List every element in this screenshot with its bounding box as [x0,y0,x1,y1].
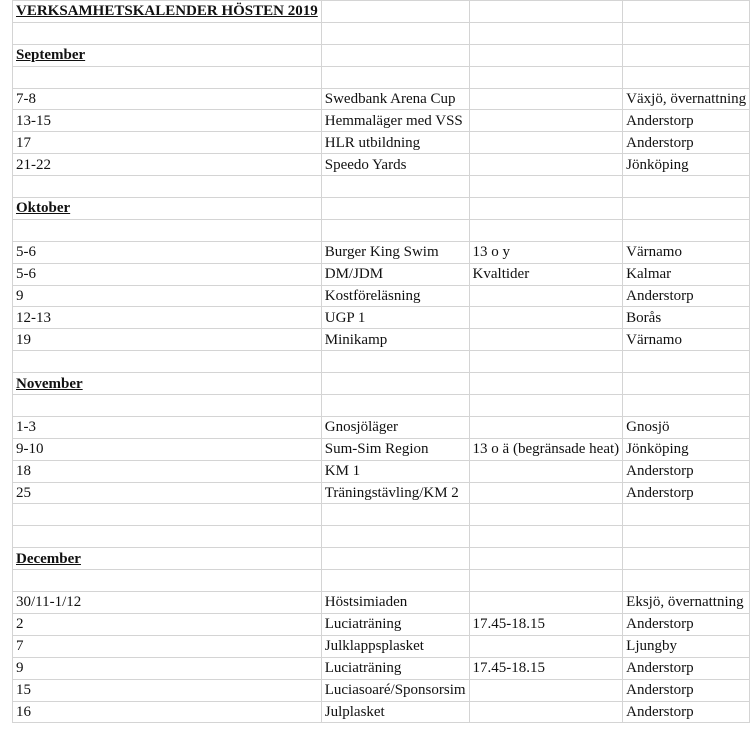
event-cell [321,66,469,88]
event-cell: Luciasoaré/Sponsorsim [321,679,469,701]
event-cell: Minikamp [321,329,469,351]
date-cell [13,351,322,373]
event-row [13,657,750,679]
event-row [13,438,750,460]
event-row [13,307,750,329]
location-cell: Anderstorp [623,285,750,307]
location-cell [623,1,750,23]
note-cell: Kvaltider [469,263,623,285]
note-cell [469,285,623,307]
note-cell [469,110,623,132]
note-cell [469,1,623,23]
event-cell [321,526,469,548]
date-cell: 21-22 [13,154,322,176]
location-cell [623,219,750,241]
event-cell: Luciaträning [321,657,469,679]
date-cell: 12-13 [13,307,322,329]
event-cell: Julklappsplasket [321,635,469,657]
note-cell: 13 o y [469,241,623,263]
location-cell: Värnamo [623,241,750,263]
event-row [13,154,750,176]
note-cell [469,482,623,504]
event-cell: Kostföreläsning [321,285,469,307]
event-row [13,460,750,482]
blank-row [13,351,750,373]
date-cell: 13-15 [13,110,322,132]
location-cell [623,198,750,220]
note-cell [469,22,623,44]
heading-row [13,44,750,66]
date-cell: 7 [13,635,322,657]
event-cell: Julplasket [321,701,469,723]
location-cell [623,176,750,198]
event-cell [321,1,469,23]
event-cell: Höstsimiaden [321,592,469,614]
event-cell [321,198,469,220]
heading-row [13,198,750,220]
location-cell: Anderstorp [623,132,750,154]
blank-row [13,395,750,417]
event-cell: DM/JDM [321,263,469,285]
event-cell: UGP 1 [321,307,469,329]
event-cell [321,548,469,570]
section-heading: December [13,548,322,570]
note-cell [469,44,623,66]
section-heading: September [13,44,322,66]
location-cell [623,526,750,548]
note-cell [469,395,623,417]
blank-row [13,219,750,241]
event-row [13,110,750,132]
calendar-body [13,1,750,723]
date-cell: 5-6 [13,263,322,285]
date-cell [13,570,322,592]
date-cell: 15 [13,679,322,701]
note-cell [469,307,623,329]
note-cell [469,132,623,154]
blank-row [13,526,750,548]
note-cell [469,526,623,548]
location-cell [623,570,750,592]
date-cell: 5-6 [13,241,322,263]
section-heading: November [13,373,322,395]
event-row [13,132,750,154]
blank-row [13,504,750,526]
event-cell [321,176,469,198]
location-cell: Växjö, övernattning [623,88,750,110]
date-cell: 18 [13,460,322,482]
location-cell: Kalmar [623,263,750,285]
location-cell: Ljungby [623,635,750,657]
event-row [13,701,750,723]
event-cell [321,373,469,395]
note-cell: 17.45-18.15 [469,657,623,679]
event-row [13,635,750,657]
event-cell: Gnosjöläger [321,416,469,438]
note-cell [469,219,623,241]
event-cell [321,219,469,241]
note-cell [469,154,623,176]
blank-row [13,22,750,44]
date-cell [13,66,322,88]
event-cell [321,351,469,373]
location-cell [623,504,750,526]
blank-row [13,176,750,198]
event-row [13,613,750,635]
event-row [13,88,750,110]
event-row [13,329,750,351]
location-cell [623,44,750,66]
date-cell: 2 [13,613,322,635]
event-row [13,482,750,504]
date-cell: 9 [13,657,322,679]
note-cell [469,176,623,198]
event-row [13,679,750,701]
event-cell [321,504,469,526]
blank-row [13,66,750,88]
note-cell [469,504,623,526]
event-cell: Hemmaläger med VSS [321,110,469,132]
date-cell [13,504,322,526]
event-cell [321,44,469,66]
note-cell: 17.45-18.15 [469,613,623,635]
section-heading: VERKSAMHETSKALENDER HÖSTEN 2019 [13,1,322,23]
event-cell [321,395,469,417]
note-cell: 13 o ä (begränsade heat) [469,438,623,460]
location-cell [623,395,750,417]
event-row [13,263,750,285]
location-cell: Anderstorp [623,613,750,635]
location-cell: Anderstorp [623,110,750,132]
date-cell [13,176,322,198]
date-cell: 19 [13,329,322,351]
date-cell [13,22,322,44]
note-cell [469,460,623,482]
location-cell [623,373,750,395]
date-cell: 25 [13,482,322,504]
event-cell: Speedo Yards [321,154,469,176]
location-cell: Anderstorp [623,657,750,679]
date-cell [13,219,322,241]
heading-row [13,373,750,395]
note-cell [469,635,623,657]
location-cell: Borås [623,307,750,329]
location-cell: Jönköping [623,438,750,460]
date-cell: 30/11-1/12 [13,592,322,614]
location-cell: Värnamo [623,329,750,351]
date-cell: 1-3 [13,416,322,438]
note-cell [469,351,623,373]
event-cell [321,570,469,592]
heading-row [13,1,750,23]
blank-row [13,570,750,592]
date-cell [13,526,322,548]
location-cell: Anderstorp [623,679,750,701]
heading-row [13,548,750,570]
event-row [13,285,750,307]
note-cell [469,416,623,438]
note-cell [469,329,623,351]
location-cell [623,351,750,373]
event-cell: HLR utbildning [321,132,469,154]
note-cell [469,548,623,570]
location-cell: Jönköping [623,154,750,176]
location-cell [623,548,750,570]
note-cell [469,198,623,220]
event-cell: Sum-Sim Region [321,438,469,460]
location-cell: Anderstorp [623,701,750,723]
event-cell: Luciaträning [321,613,469,635]
date-cell: 17 [13,132,322,154]
note-cell [469,701,623,723]
date-cell: 9 [13,285,322,307]
note-cell [469,679,623,701]
event-cell: KM 1 [321,460,469,482]
event-cell: Träningstävling/KM 2 [321,482,469,504]
location-cell: Anderstorp [623,482,750,504]
event-cell: Swedbank Arena Cup [321,88,469,110]
location-cell: Anderstorp [623,460,750,482]
note-cell [469,88,623,110]
location-cell: Gnosjö [623,416,750,438]
event-cell [321,22,469,44]
note-cell [469,373,623,395]
calendar-sheet [12,0,750,723]
event-cell: Burger King Swim [321,241,469,263]
date-cell [13,395,322,417]
event-row [13,592,750,614]
note-cell [469,592,623,614]
date-cell: 16 [13,701,322,723]
note-cell [469,570,623,592]
section-heading: Oktober [13,198,322,220]
location-cell [623,22,750,44]
date-cell: 9-10 [13,438,322,460]
note-cell [469,66,623,88]
date-cell: 7-8 [13,88,322,110]
location-cell [623,66,750,88]
location-cell: Eksjö, övernattning [623,592,750,614]
event-row [13,241,750,263]
event-row [13,416,750,438]
